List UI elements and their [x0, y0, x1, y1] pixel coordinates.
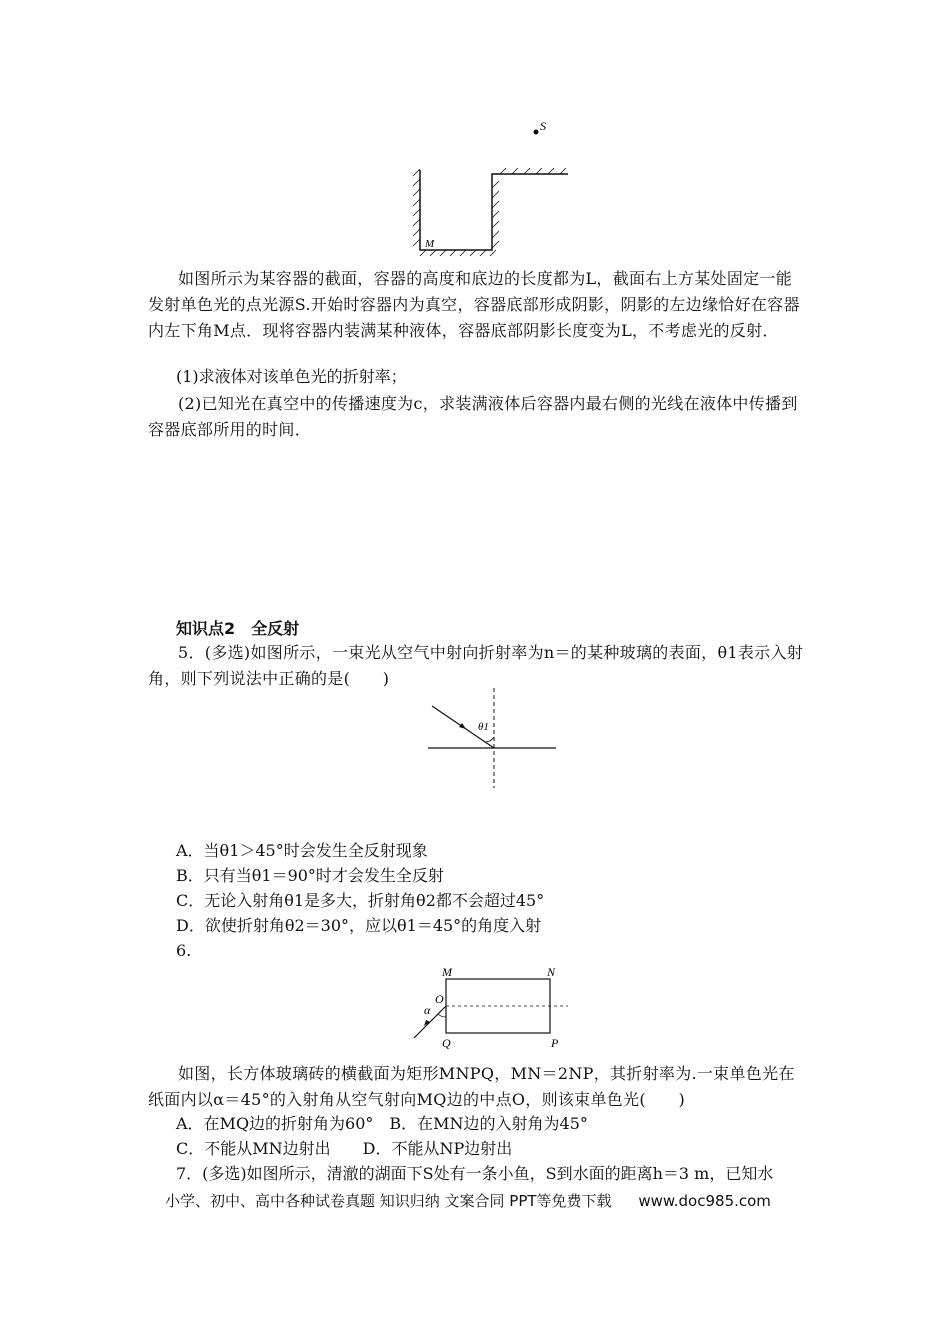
- label-P: P: [551, 1036, 559, 1050]
- footer-url[interactable]: www.doc985.com: [638, 1192, 771, 1210]
- problem4-question1: (1)求液体对该单色光的折射率；: [176, 367, 407, 386]
- problem5-stem: 5．(多选)如图所示，一束光从空气中射向折射率为n＝的某种玻璃的表面，θ1表示入射角，则下列说法中正确的是( ): [148, 643, 804, 688]
- problem5-option-C: C．无论入射角θ1是多大，折射角θ2都不会超过45°: [176, 891, 545, 910]
- ray-arrow: [459, 723, 466, 729]
- section-heading-total-reflection: 知识点2 全反射: [176, 619, 300, 638]
- problem6-number: 6.: [176, 941, 192, 960]
- problem6-stem: 如图，长方体玻璃砖的横截面为矩形MNPQ，MN＝2NP，其折射率为.一束单色光在纸面内以α＝45°的入射角从空气射向MQ边的中点O，则该束单色光( ): [148, 1064, 795, 1109]
- container-hatching: [413, 168, 566, 256]
- label-alpha: α: [424, 1003, 431, 1017]
- point-source-S: [534, 130, 539, 135]
- problem6-options-AB: A．在MQ边的折射角为60° B．在MN边的入射角为45°: [176, 1114, 588, 1133]
- glass-rectangle: [446, 979, 550, 1033]
- label-theta1: θ1: [478, 721, 489, 733]
- problem5-option-A: A．当θ1＞45°时会发生全反射现象: [176, 841, 428, 860]
- label-M: M: [442, 965, 452, 979]
- page-footer: [165, 1190, 771, 1211]
- rectangle-figure: [408, 962, 578, 1052]
- problem4-question2: (2)已知光在真空中的传播速度为c，求装满液体后容器内最右侧的光线在液体中传播到容器底部所用的时间．: [148, 394, 798, 439]
- label-Q: Q: [442, 1036, 451, 1050]
- label-S: S: [540, 119, 546, 133]
- problem7-stem: 7．(多选)如图所示，清澈的湖面下S处有一条小鱼，S到水面的距离h＝3 m，已知水: [176, 1164, 774, 1183]
- label-M: M: [425, 238, 435, 250]
- label-O: O: [435, 992, 444, 1006]
- problem5-option-D: D．欲使折射角θ2＝30°，应以θ1＝45°的角度入射: [176, 916, 542, 935]
- label-N: N: [547, 965, 556, 979]
- alpha-arc: [438, 1014, 446, 1017]
- footer-text: 小学、初中、高中各种试卷真题 知识归纳 文案合同 PPT等免费下载: [165, 1192, 612, 1210]
- problem6-options-CD: C．不能从MN边射出 D．不能从NP边射出: [176, 1139, 513, 1158]
- problem4-description: 如图所示为某容器的截面，容器的高度和底边的长度都为L，截面右上方某处固定一能发射单色光的点光源S.开始时容器内为真空，容器底部形成阴影，阴影的左边缘恰好在容器内左下角M点．现将容器内装满某种液体，容器底部阴影长度变为L，不考虑光的反射．: [148, 269, 800, 340]
- angle-arc: [485, 737, 494, 742]
- container-outline: [420, 170, 568, 250]
- container-figure: [400, 110, 580, 260]
- incidence-figure: [420, 688, 560, 792]
- problem5-option-B: B．只有当θ1＝90°时才会发生全反射: [176, 866, 444, 885]
